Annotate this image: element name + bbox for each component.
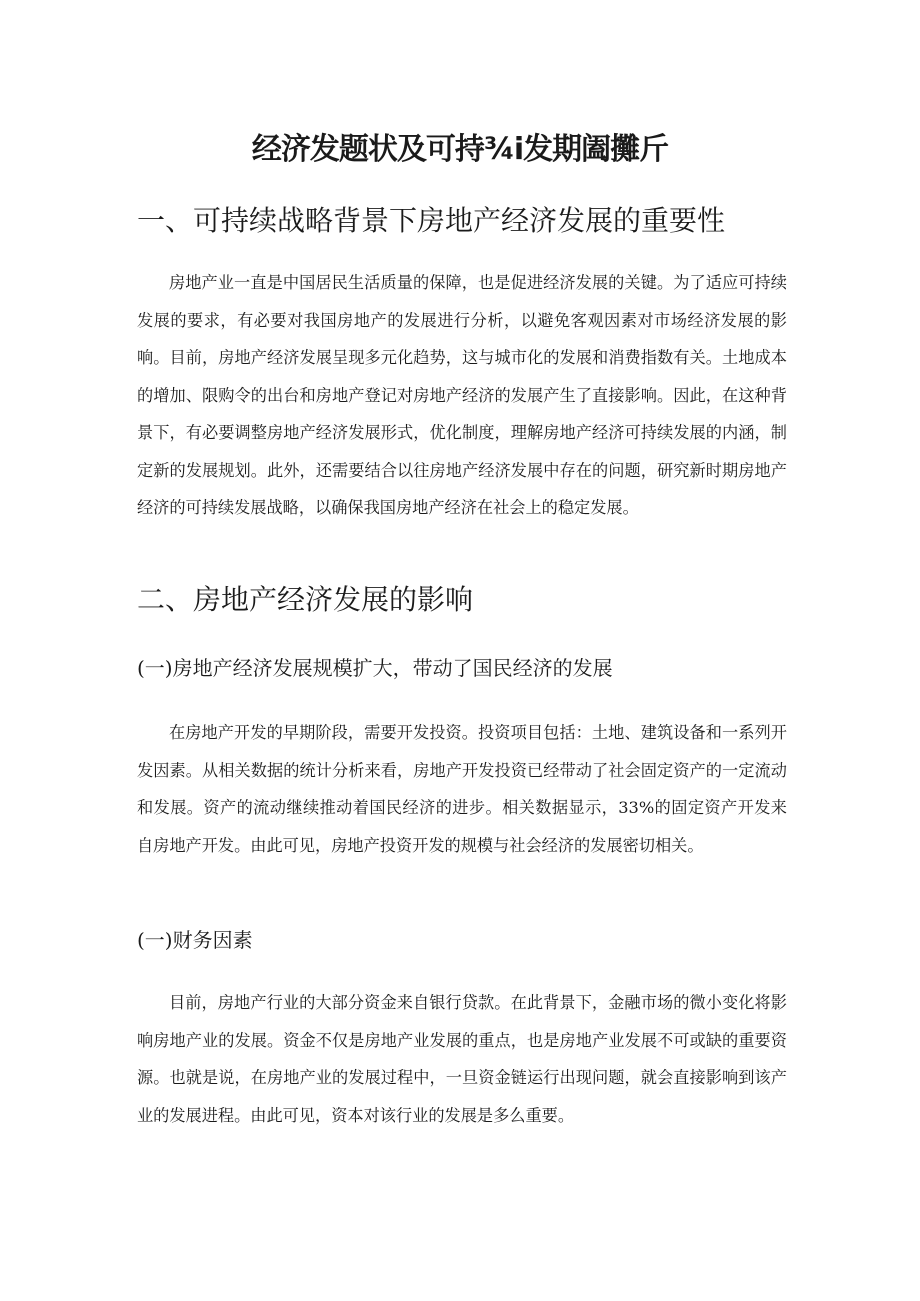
subsection-1-heading: (一)房地产经济发展规模扩大，带动了国民经济的发展 xyxy=(137,656,613,680)
section-2-heading: 二、房地产经济发展的影响 xyxy=(137,583,474,616)
subsection-1-paragraph: 在房地产开发的早期阶段，需要开发投资。投资项目包括：土地、建筑设备和一系列开发因素。从相关数据的统计分析来看，房地产开发投资已经带动了社会固定资产的一定流动和发展。资产的流动继续推动着国民经济的进步。相关数据显示，33%的固定资产开发来自房地产开发。由此可见，房地产投资开发的规模与社会经济的发展密切相关。 xyxy=(137,723,787,855)
subsection-2-heading: (一)财务因素 xyxy=(137,928,253,952)
subsection-2-paragraph: 目前，房地产行业的大部分资金来自银行贷款。在此背景下，金融市场的微小变化将影响房地产业的发展。资金不仅是房地产业发展的重点，也是房地产业发展不可或缺的重要资源。也就是说，在房地产业的发展过程中，一旦资金链运行出现问题，就会直接影响到该产业的发展进程。由此可见，资本对该行业的发展是多么重要。 xyxy=(137,993,787,1125)
section-1-paragraph: 房地产业一直是中国居民生活质量的保障，也是促进经济发展的关键。为了适应可持续发展的要求，有必要对我国房地产的发展进行分析，以避免客观因素对市场经济发展的影响。目前，房地产经济发展呈现多元化趋势，这与城市化的发展和消费指数有关。土地成本的增加、限购令的出台和房地产登记对房地产经济的发展产生了直接影响。因此，在这种背景下，有必要调整房地产经济发展形式，优化制度，理解房地产经济可持续发展的内涵，制定新的发展规划。此外，还需要结合以往房地产经济发展中存在的问题，研究新时期房地产经济的可持续发展战略，以确保我国房地产经济在社会上的稳定发展。 xyxy=(137,273,787,517)
document-title: 经济发题状及可持¾i发期阖攤斤 xyxy=(251,132,669,167)
section-1-heading: 一、可持续战略背景下房地产经济发展的重要性 xyxy=(137,204,726,237)
